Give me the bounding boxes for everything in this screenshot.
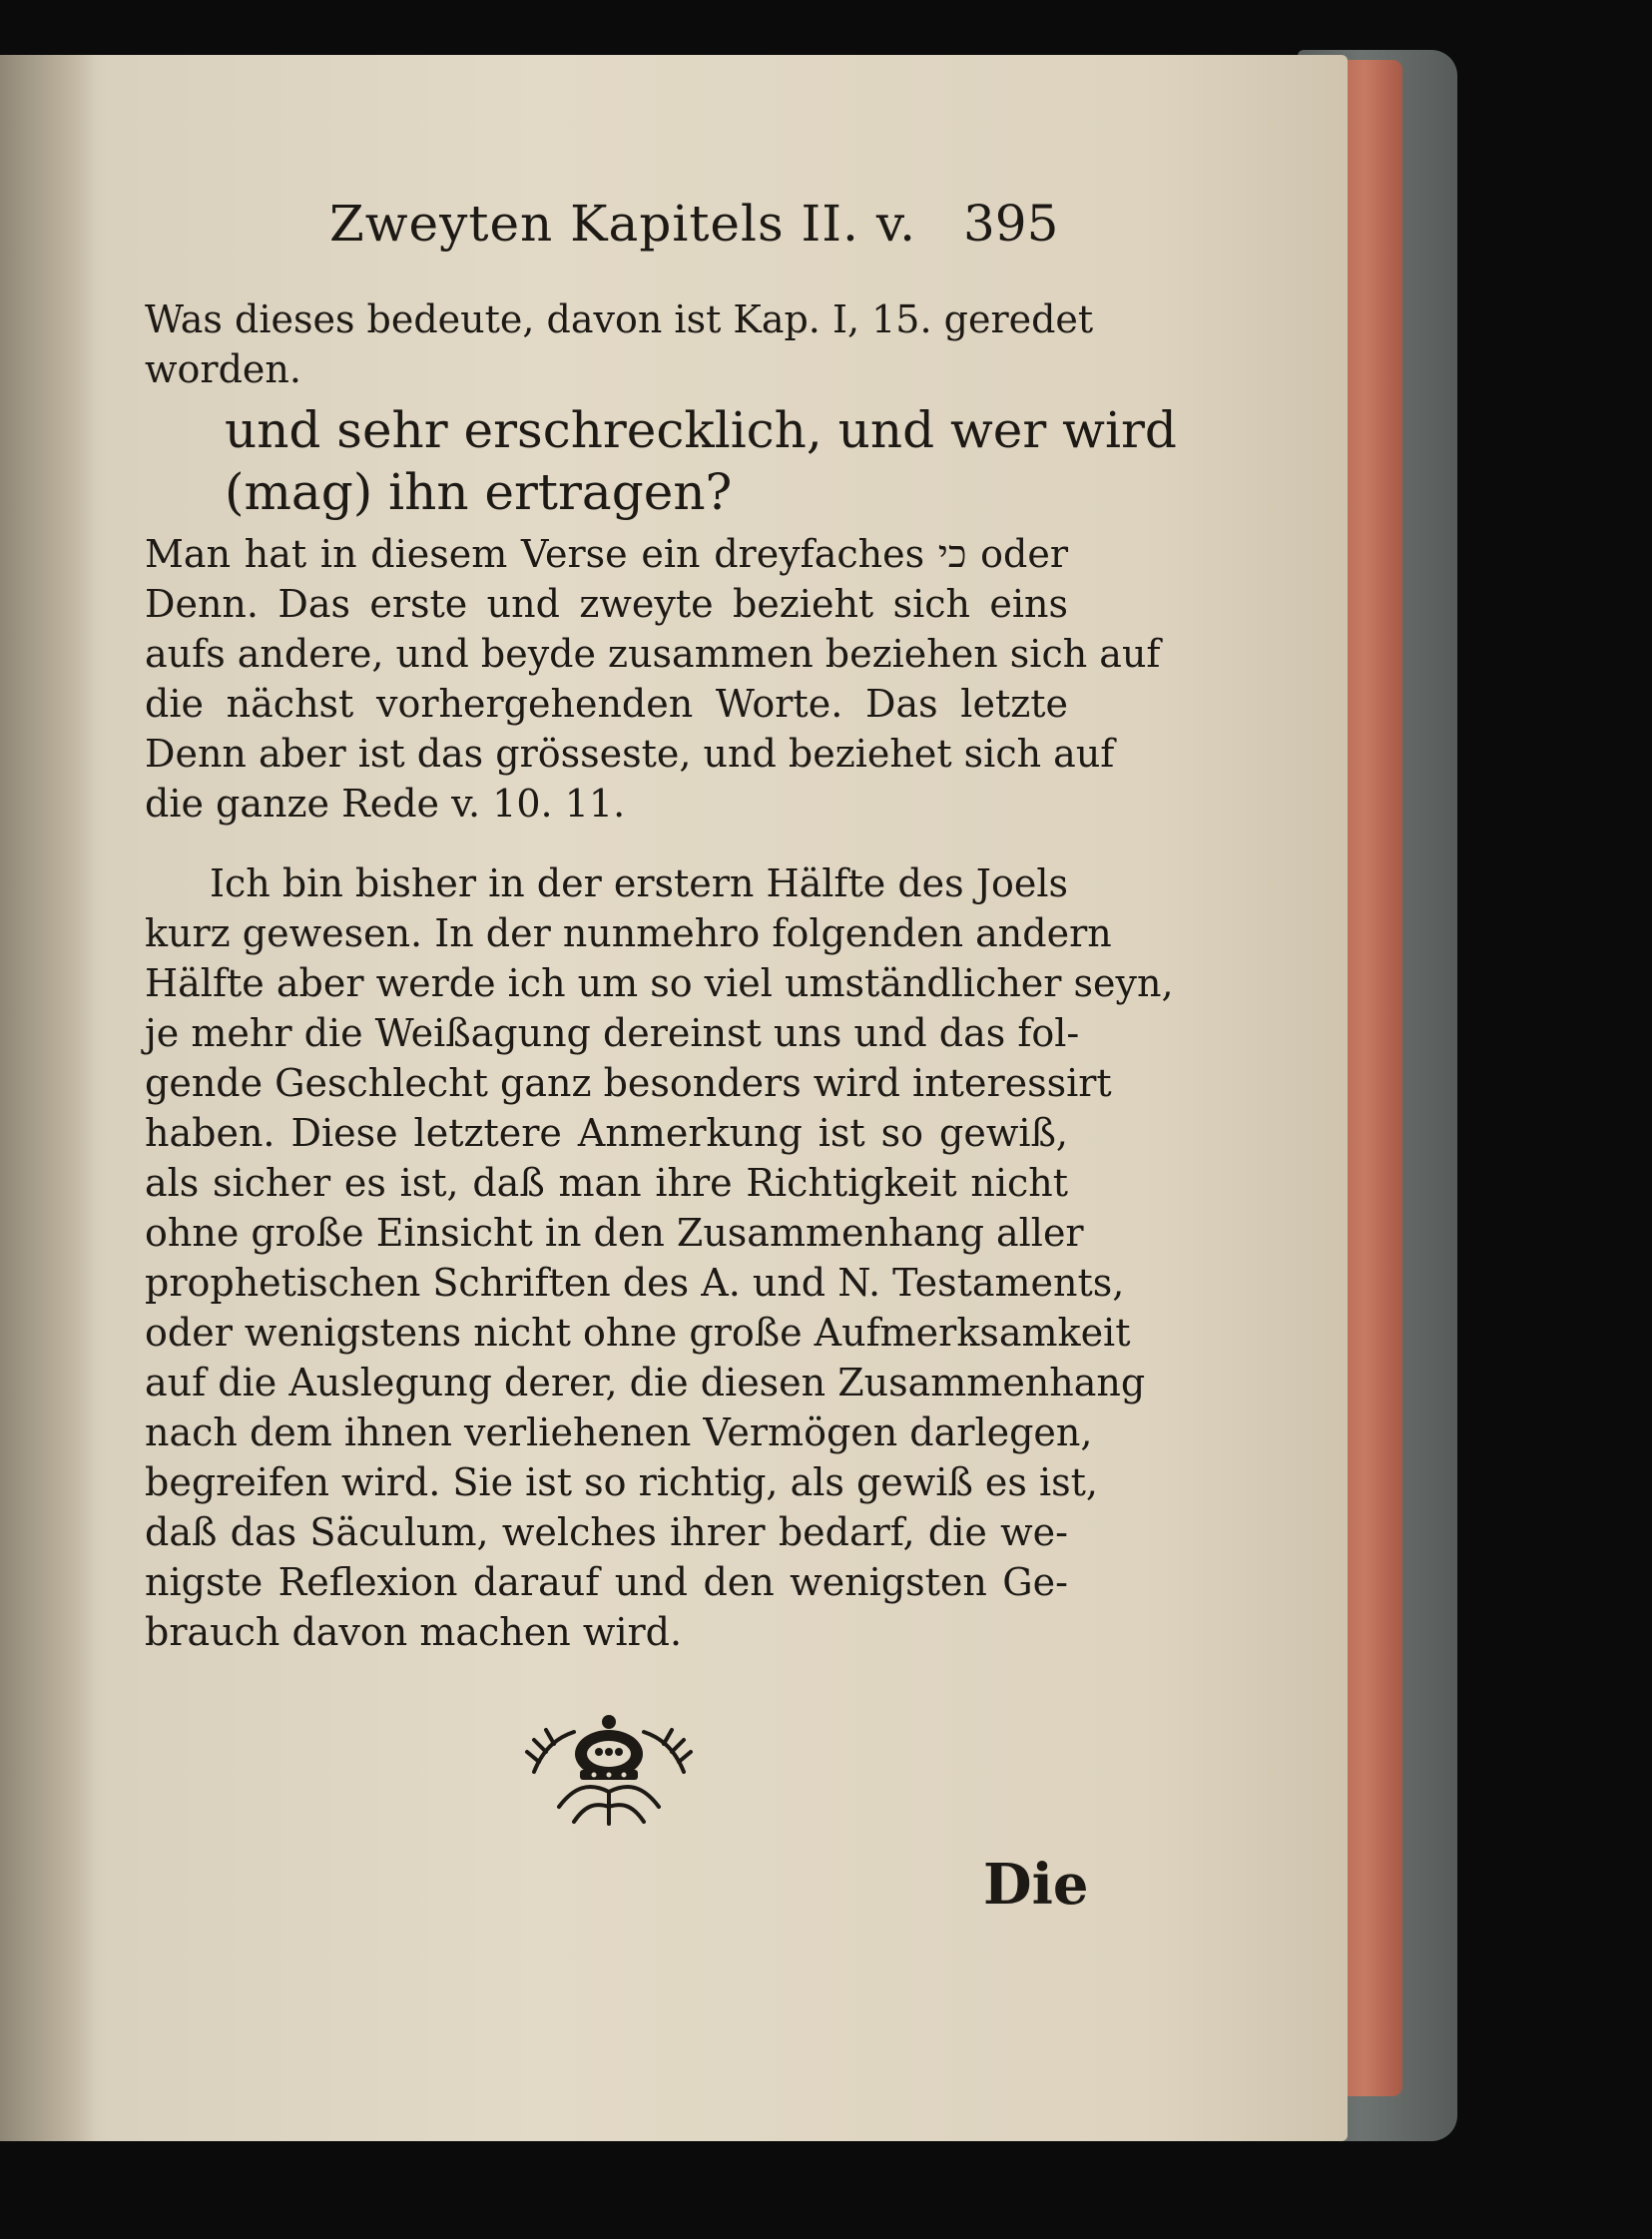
paragraph-line: prophetischen Schriften des A. und N. Testaments, [145,1261,1125,1305]
catchword: Die [983,1852,1089,1918]
commentary-line: Denn. Das erste und zweyte bezieht sich eins [145,582,1068,626]
commentary-line: Denn aber ist das grösseste, und beziehet sich auf [145,732,1115,776]
commentary-line: Man hat in diesem Verse ein dreyfaches כי oder [145,532,1069,576]
paragraph-line: oder wenigstens nicht ohne große Aufmerksamkeit [145,1311,1131,1355]
intro-line: worden. [145,347,301,391]
commentary-line: aufs andere, und beyde zusammen beziehen sich auf [145,632,1161,676]
paragraph-line: brauch davon machen wird. [145,1610,683,1654]
crown-ornament-icon [514,1702,704,1832]
intro-line: Was dieses bedeute, davon ist Kap. I, 15. geredet [145,297,1094,341]
verse-line: (mag) ihn ertragen? [225,463,733,521]
paragraph-line: als sicher es ist, daß man ihre Richtigkeit nicht [145,1161,1068,1205]
paragraph-line: nigste Reflexion darauf und den wenigsten Ge- [145,1560,1068,1604]
paragraph-line: nach dem ihnen verliehenen Vermögen darlegen, [145,1410,1093,1454]
commentary-line: die nächst vorhergehenden Worte. Das letzte [145,682,1068,726]
paragraph-line: auf die Auslegung derer, die diesen Zusammenhang [145,1361,1146,1404]
verse-line: und sehr erschrecklich, und wer wird [225,401,1177,459]
paragraph-line: je mehr die Weißagung dereinst uns und das fol- [145,1011,1080,1055]
paragraph-line: begreifen wird. Sie ist so richtig, als gewiß es ist, [145,1460,1098,1504]
page-number: 395 [963,195,1059,253]
paragraph-line: Ich bin bisher in der erstern Hälfte des Joels [210,861,1068,905]
binding-gutter [0,55,95,2141]
paragraph-line: gende Geschlecht ganz besonders wird interessirt [145,1061,1112,1105]
commentary-line: die ganze Rede v. 10. 11. [145,782,626,826]
paragraph-line: Hälfte aber werde ich um so viel umständlicher seyn, [145,961,1174,1005]
paragraph-line: haben. Diese letztere Anmerkung ist so gewiß, [145,1111,1068,1155]
paragraph-line: daß das Säculum, welches ihrer bedarf, die we- [145,1510,1068,1554]
running-title: Zweyten Kapitels II. v. [329,195,917,253]
paragraph-line: ohne große Einsicht in den Zusammenhang aller [145,1211,1084,1255]
paragraph-line: kurz gewesen. In der nunmehro folgenden andern [145,911,1112,955]
